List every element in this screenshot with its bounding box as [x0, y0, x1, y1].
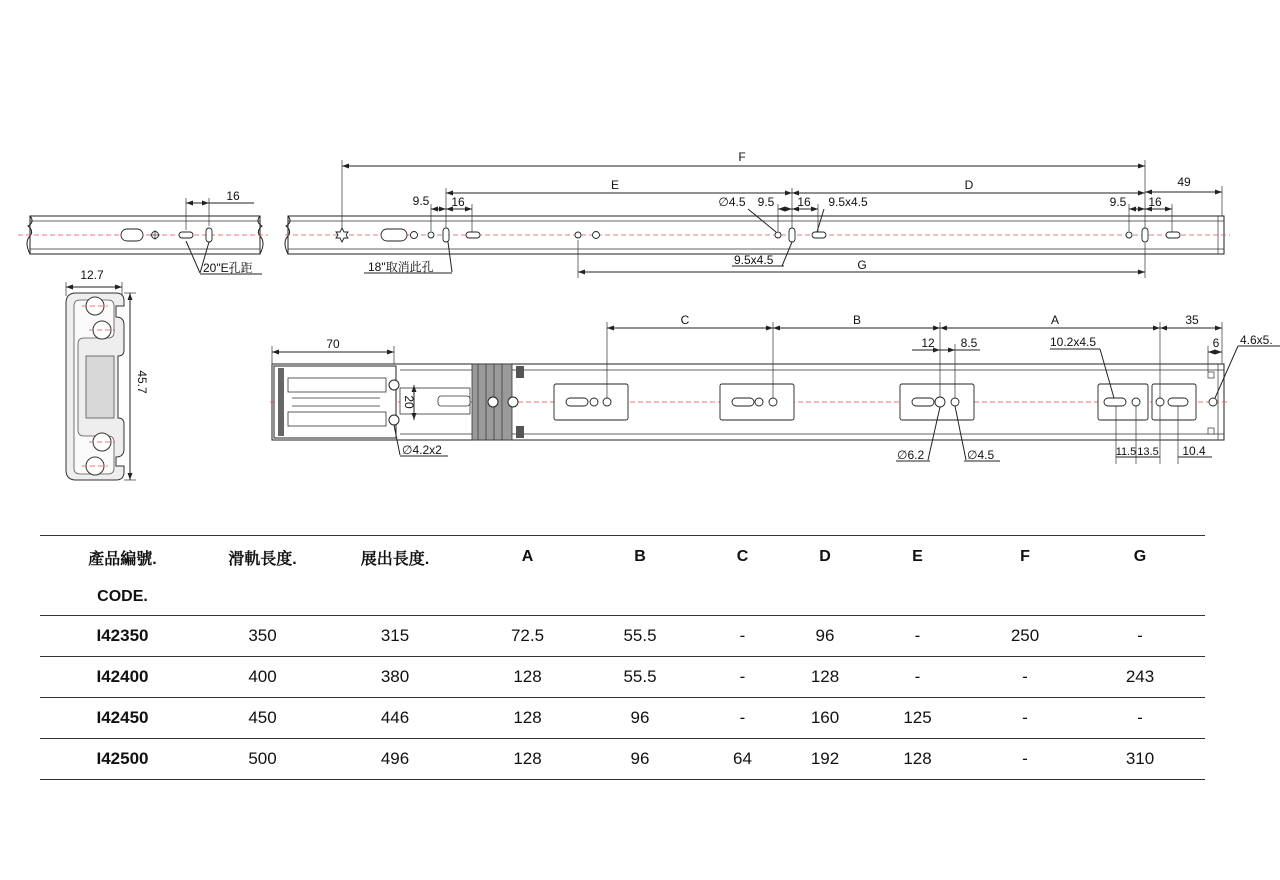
dim-16-mid: 16	[797, 195, 811, 209]
cell-value: 310	[1075, 739, 1205, 780]
cell-value: 64	[695, 739, 790, 780]
long-rail-side-view	[270, 313, 1280, 464]
cell-value: 243	[1075, 657, 1205, 698]
cell-value: 315	[320, 616, 470, 657]
dim-13-5: 13.5	[1137, 446, 1159, 458]
header-E: E	[860, 536, 975, 579]
spec-table	[40, 535, 1205, 780]
dim-phi4-2x2: ∅4.2x2	[402, 443, 442, 457]
cell-value: 450	[205, 698, 320, 739]
cell-value: -	[860, 616, 975, 657]
header-extension-length: 展出長度.	[320, 536, 470, 579]
cell-value: 446	[320, 698, 470, 739]
dim-49: 49	[1177, 175, 1191, 189]
cell-value: 496	[320, 739, 470, 780]
long-rail-top-view	[285, 150, 1230, 278]
dim-35: 35	[1185, 313, 1199, 327]
cancel-hole-note: 18"取消此孔	[368, 260, 434, 274]
cell-value: 128	[470, 698, 585, 739]
dim-C-label: C	[680, 313, 690, 327]
cell-code: I42450	[40, 698, 205, 739]
dim-11-5: 11.5	[1115, 446, 1137, 458]
dim-45-7: 45.7	[135, 370, 149, 394]
table-row	[40, 616, 1205, 657]
cell-value: -	[1075, 698, 1205, 739]
dim-16-short: 16	[226, 189, 240, 203]
cell-value: -	[695, 657, 790, 698]
cell-value: -	[1075, 616, 1205, 657]
cell-value: 500	[205, 739, 320, 780]
table-subheader-row	[40, 578, 1205, 616]
cell-code: I42350	[40, 616, 205, 657]
cell-value: 55.5	[585, 616, 695, 657]
cell-value: 400	[205, 657, 320, 698]
dim-B-label: B	[852, 313, 862, 327]
dim-12-7: 12.7	[80, 268, 104, 282]
header-G: G	[1075, 536, 1205, 579]
cell-value: 350	[205, 616, 320, 657]
dim-phi4-5-bottom: ∅4.5	[967, 448, 995, 462]
dim-10-2x4-5: 10.2x4.5	[1050, 335, 1097, 349]
header-rail-length: 滑軌長度.	[205, 536, 320, 579]
cell-value: -	[975, 657, 1075, 698]
dim-12: 12	[921, 336, 935, 350]
dim-phi4-5-top: ∅4.5	[718, 195, 746, 209]
cell-code: I42400	[40, 657, 205, 698]
cell-value: -	[695, 698, 790, 739]
dim-16-right: 16	[1148, 195, 1162, 209]
cell-value: 55.5	[585, 657, 695, 698]
cell-value: 96	[585, 698, 695, 739]
dim-8-5: 8.5	[960, 336, 978, 350]
cell-value: -	[975, 698, 1075, 739]
dim-9-5x4-5-top: 9.5x4.5	[828, 195, 868, 209]
dim-E-label: E	[610, 178, 620, 192]
cell-value: 380	[320, 657, 470, 698]
dim-9-5x4-5-bottom: 9.5x4.5	[734, 253, 774, 267]
table-row	[40, 739, 1205, 780]
cell-value: 250	[975, 616, 1075, 657]
header-A: A	[470, 536, 585, 579]
cell-value: 128	[470, 739, 585, 780]
cell-value: 125	[860, 698, 975, 739]
cell-value: 192	[790, 739, 860, 780]
e-pitch-note: 20"E孔距	[203, 261, 253, 275]
cell-value: 128	[790, 657, 860, 698]
dim-20: 20	[402, 395, 416, 409]
table-row	[40, 698, 1205, 739]
dim-9-5-right: 9.5	[1109, 195, 1127, 209]
header-C: C	[695, 536, 790, 579]
dim-D-label: D	[964, 178, 974, 192]
dim-10-4: 10.4	[1182, 444, 1206, 458]
dim-70: 70	[326, 337, 340, 351]
dim-A-label: A	[1050, 313, 1060, 327]
cell-value: -	[695, 616, 790, 657]
cell-value: -	[975, 739, 1075, 780]
cell-value: 72.5	[470, 616, 585, 657]
cell-value: 128	[470, 657, 585, 698]
header-code: 產品編號.	[40, 536, 205, 579]
cell-code: I42500	[40, 739, 205, 780]
header-B: B	[585, 536, 695, 579]
header-D: D	[790, 536, 860, 579]
dim-F-label: F	[738, 150, 746, 164]
dim-9-5-mid: 9.5	[757, 195, 775, 209]
dim-16-left: 16	[451, 195, 465, 209]
table-row	[40, 657, 1205, 698]
cell-value: 160	[790, 698, 860, 739]
cell-value: 96	[585, 739, 695, 780]
cell-value: 128	[860, 739, 975, 780]
dim-4-6x5: 4.6x5.	[1240, 333, 1273, 347]
cell-value: 96	[790, 616, 860, 657]
header-code-en: CODE.	[40, 578, 205, 616]
dim-9-5-left: 9.5	[412, 194, 430, 208]
dim-G-label: G	[857, 258, 867, 272]
dim-6: 6	[1212, 336, 1220, 350]
profile-cross-section	[66, 268, 149, 480]
short-rail-view	[18, 189, 268, 275]
header-F: F	[975, 536, 1075, 579]
table-header-row	[40, 536, 1205, 579]
dim-phi6-2: ∅6.2	[897, 448, 925, 462]
cell-value: -	[860, 657, 975, 698]
